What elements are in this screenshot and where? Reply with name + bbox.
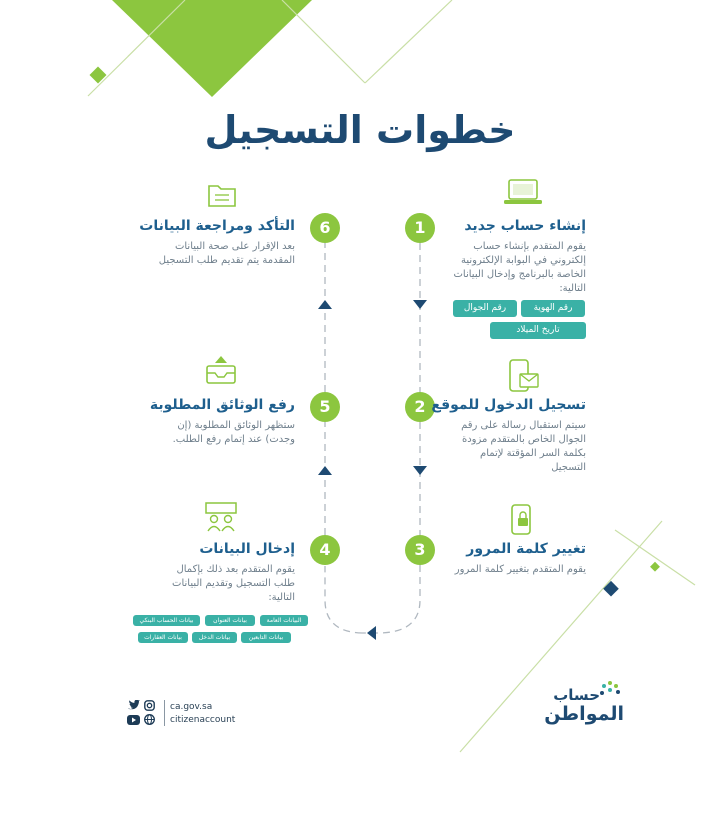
step-4-tag-address: بيانات العنوان [205, 615, 255, 626]
step-2-title: تسجيل الدخول للموقع [431, 397, 586, 413]
brand-logo-line2: المواطن [544, 703, 624, 725]
brand-logo-line1: حساب [553, 686, 600, 704]
step-6-number: 6 [310, 213, 340, 243]
step-4-description: يقوم المتقدم بعد ذلك بإكمال طلب التسجيل وتقديم البيانات التالية: [172, 564, 295, 603]
youtube-icon[interactable] [127, 715, 140, 725]
arrow-up-4 [318, 466, 332, 475]
step-4-number: 4 [310, 535, 340, 565]
step-2 [431, 397, 586, 475]
step-1 [446, 218, 586, 296]
arrow-down-1 [413, 300, 427, 309]
footer-divider [164, 700, 165, 726]
step-6-description: بعد الإقرار على صحة البيانات المقدمة يتم تقديم طلب التسجيل [158, 241, 295, 266]
step-4-title: إدخال البيانات [199, 541, 295, 557]
step-4-tag-general: البيانات العامة [260, 615, 308, 626]
step-3-number: 3 [405, 535, 435, 565]
step-5-description: ستظهر الوثائق المطلوبة (إن وجدت) عند إتمام رفع الطلب. [172, 420, 295, 445]
social-handle[interactable]: citizenaccount [170, 715, 236, 725]
step-2-number: 2 [405, 392, 435, 422]
step-5-title: رفع الوثائق المطلوبة [149, 397, 295, 413]
step-3 [446, 541, 586, 577]
laptop-icon [503, 178, 543, 206]
page-title: خطوات التسجيل [204, 108, 516, 152]
folder-icon [207, 182, 237, 208]
step-1-title: إنشاء حساب جديد [464, 218, 586, 234]
phone-message-icon [506, 358, 540, 394]
step-6 [139, 218, 295, 268]
step-4-tag-properties: بيانات العقارات [138, 632, 188, 643]
phone-lock-icon [508, 503, 536, 537]
step-5-number: 5 [310, 392, 340, 422]
twitter-icon[interactable] [127, 700, 140, 711]
step-5 [149, 397, 295, 447]
arrow-left-3 [367, 626, 376, 640]
logo-dots-icon [598, 680, 622, 702]
step-4-tag-income: بيانات الدخل [192, 632, 237, 643]
step-6-title: التأكد ومراجعة البيانات [139, 218, 295, 234]
step-1-number: 1 [405, 213, 435, 243]
inbox-upload-icon [204, 354, 238, 386]
arrow-down-2 [413, 466, 427, 475]
arrow-up-5 [318, 300, 332, 309]
step-3-description: يقوم المتقدم بتغيير كلمة المرور [454, 564, 586, 575]
step-1-tag-birthdate: تاريخ الميلاد [490, 322, 586, 339]
website-link[interactable]: ca.gov.sa [170, 702, 213, 712]
step-2-description: سيتم استقبال رسالة على رقم الجوال الخاص بالمتقدم مزودة بكلمة السر المؤقتة لإتمام التسجيل [461, 420, 586, 473]
instagram-icon[interactable] [144, 700, 155, 711]
step-1-tag-mobile: رقم الجوال [453, 300, 517, 317]
step-1-description: يقوم المتقدم بإنشاء حساب إلكتروني في البوابة الإلكترونية الخاصة بالبرنامج وإدخال البيانات التالية: [453, 241, 586, 294]
step-4 [155, 541, 295, 605]
people-board-icon [203, 501, 239, 533]
connector-3-4 [362, 565, 420, 633]
step-3-title: تغيير كلمة المرور [466, 541, 586, 557]
web-icon[interactable] [144, 714, 155, 725]
step-4-tag-dependents: بيانات التابعين [241, 632, 291, 643]
connector-4-curve [325, 566, 362, 633]
step-4-tag-bank: بيانات الحساب البنكي [133, 615, 200, 626]
step-1-tag-id: رقم الهوية [521, 300, 585, 317]
social-links [127, 700, 159, 726]
